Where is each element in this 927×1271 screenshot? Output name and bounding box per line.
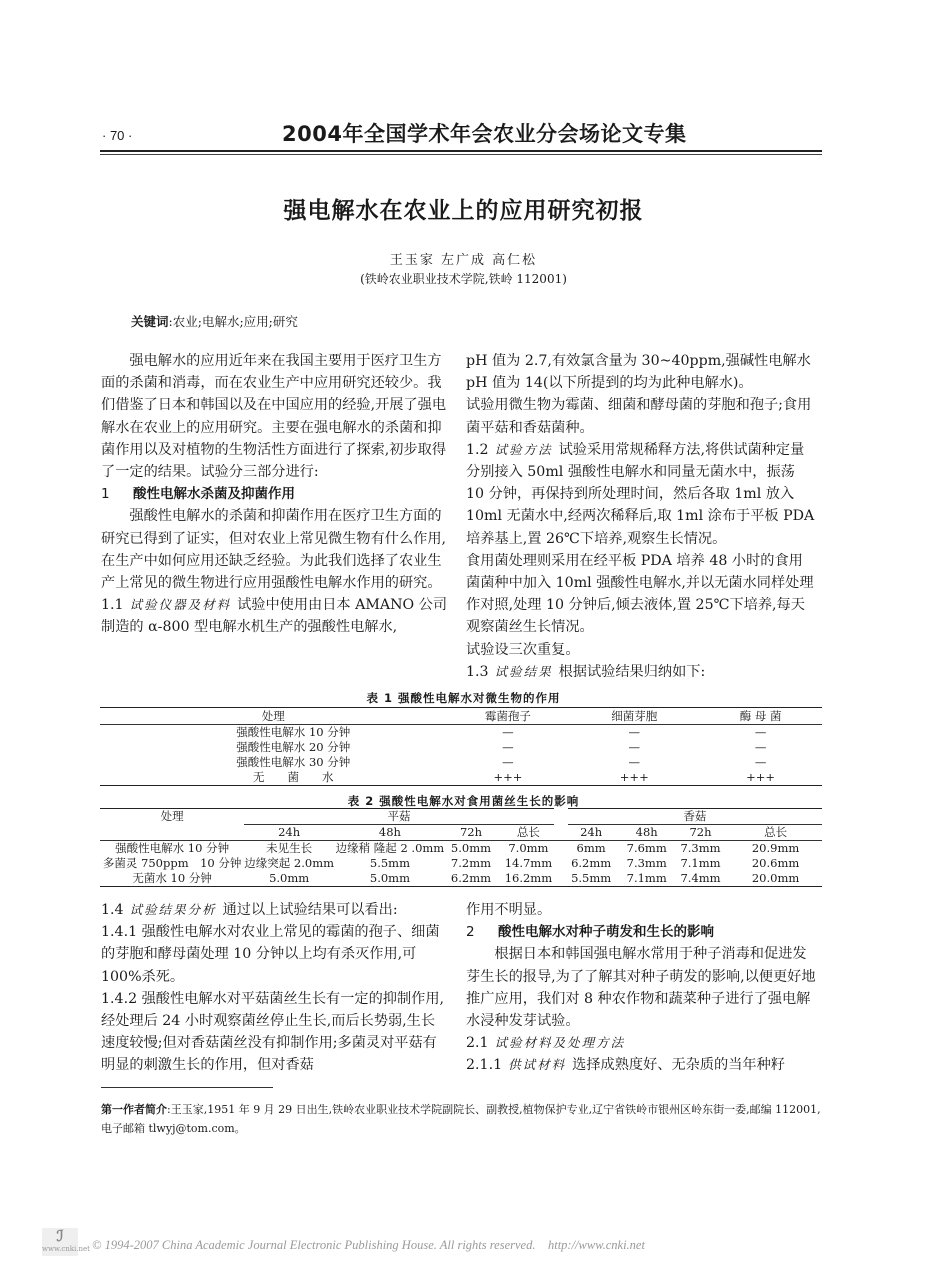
group-header-pinggu: 平菇 — [244, 809, 560, 825]
copyright-notice: © 1994-2007 China Academic Journal Electronic Publishing House. All rights reserved. http://www.cnki.net — [92, 1238, 645, 1252]
row-label: 强酸性电解水 10 分钟 — [236, 725, 351, 739]
paragraph: 食用菌处理则采用在经平板 PDA 培养 48 小时的食用菌菌种中加入 10ml 强酸性电解水,并以无菌水同样处理作对照,处理 10 分钟后,倾去液体,置 25℃下培养,每天观察菌丝生长情况。 — [466, 552, 814, 636]
table-row — [100, 770, 822, 786]
section-title: 酸性电解水杀菌及抑菌作用 — [133, 486, 295, 503]
section-number: 2 — [466, 924, 475, 941]
table-cell: 7.4mm — [680, 871, 721, 885]
table-cell: — — [628, 725, 640, 739]
authors: 王玉家 左广成 高仁松 — [389, 253, 538, 268]
section-2-paragraph: 根据日本和韩国强电解水常用于种子消毒和促进发芽生长的报导,为了了解其对种子萌发的影响,以便更好地推广应用，我们对 8 种农作物和蔬菜种子进行了强电解水浸种发芽试验。 — [466, 946, 816, 1030]
section-title: 酸性电解水对种子萌发和生长的影响 — [498, 924, 714, 941]
table-cell: — — [754, 740, 767, 754]
subsection-number: 1.4 — [101, 902, 124, 918]
table-cell: 7.1mm — [626, 871, 667, 885]
subsection-title: 试验结果 — [494, 663, 553, 679]
table-cell: 20.0mm — [751, 871, 800, 885]
column-header: 细菌芽胞 — [569, 708, 699, 725]
header-rule-thin — [100, 154, 822, 155]
column-header: 处理 — [100, 708, 447, 725]
subsection-title: 供试材料 — [508, 1057, 567, 1073]
table-cell: 6mm — [576, 841, 606, 855]
row-label: 无 菌 水 — [253, 770, 334, 784]
keywords-label: 关键词 — [131, 314, 169, 329]
table-row — [100, 740, 822, 755]
column-header: 48h — [334, 825, 446, 841]
body-column-right — [466, 350, 816, 683]
table-cell: 5.0mm — [269, 871, 310, 885]
table-cell: 5.5mm — [369, 856, 410, 870]
subsection-number: 1.1 — [101, 597, 124, 614]
subsection-text: 根据试验结果归纳如下: — [558, 663, 706, 680]
table-cell: 5.0mm — [369, 871, 410, 885]
row-label: 强酸性电解水 20 分钟 — [236, 740, 351, 754]
subsection-text: 试验采用常规稀释方法,将供试菌种定量分别接入 50ml 强酸性电解水和同量无菌水中，振荡 10 分钟，再保持到所处理时间，然后各取 1ml 放入 10ml 无菌水中,经两次稀释后,取 1ml 涂布于平板 PDA 培养基上,置 26℃下培养,观察生长情况。 — [466, 441, 815, 547]
table-cell: 7.3mm — [680, 841, 721, 855]
table-cell: — — [754, 755, 767, 769]
section-1-4-1: 1.4.1 强酸性电解水对农业上常见的霉菌的孢子、细菌的芽胞和酵母菌处理 10 分钟以上均有杀灭作用,可 100%杀死。 — [101, 924, 440, 985]
table-cell: +++ — [619, 770, 649, 784]
table-cell: 20.6mm — [751, 856, 800, 870]
column-header: 72h — [672, 825, 729, 841]
paper-title: 强电解水在农业上的应用研究初报 — [283, 198, 644, 224]
subsection-text: 试验中使用由日本 AMANO 公司制造的 α-800 型电解水机生产的强酸性电解水, — [101, 597, 448, 636]
body-column-right-lower — [466, 899, 816, 1077]
section-2-heading — [466, 921, 816, 943]
subsection-number: 1.2 — [466, 441, 489, 458]
column-header: 24h — [244, 825, 334, 841]
footnote-label: 第一作者简介 — [101, 1103, 167, 1116]
paragraph: 试验设三次重复。 — [466, 641, 580, 658]
affiliation: (铁岭农业职业技术学院,铁岭 112001) — [360, 272, 567, 286]
table-cell: 5.0mm — [450, 841, 492, 855]
table-cell: 16.2mm — [504, 871, 553, 885]
table-cell: — — [502, 725, 514, 739]
table-cell: 7.3mm — [626, 856, 667, 870]
keywords-list: :农业;电解水;应用;研究 — [168, 314, 298, 329]
table-cell: +++ — [493, 770, 523, 784]
table-cell: +++ — [746, 770, 776, 784]
table-header-row — [100, 708, 822, 725]
author-footnote — [101, 1100, 821, 1138]
section-1-heading — [101, 483, 449, 505]
table-row — [100, 871, 822, 887]
journal-title: 2004年全国学术年会农业分会场论文专集 — [282, 122, 687, 146]
paragraph: 作用不明显。 — [466, 902, 552, 918]
table-cell: 5.5mm — [571, 871, 612, 885]
group-header-xianggu: 香菇 — [561, 809, 822, 825]
section-1-4-2: 1.4.2 强酸性电解水对平菇菌丝生长有一定的抑制作用,经处理后 24 小时观察菌丝停止生长,而后长势弱,生长速度较慢;但对香菇菌丝没有抑制作用;多菌灵对平菇有明显的刺激生长的作用，但对香菇 — [101, 990, 445, 1074]
table-cell: 6.2mm — [571, 856, 612, 870]
paragraph: 试验用微生物为霉菌、细菌和酵母菌的芽胞和孢子;食用菌平菇和香菇菌种。 — [466, 397, 812, 436]
table-2 — [100, 808, 822, 887]
section-number: 1 — [101, 486, 110, 503]
row-label: 无菌水 10 分钟 — [132, 871, 212, 885]
section-1-3 — [466, 661, 816, 683]
table-cell: — — [628, 755, 640, 769]
section-1-2 — [466, 439, 816, 550]
table-1 — [100, 707, 822, 786]
table-cell: 7.6mm — [626, 841, 667, 855]
subsection-title: 试验材料及处理方法 — [494, 1035, 626, 1051]
paragraph: pH 值为 2.7,有效氯含量为 30~40ppm,强碱性电解水 pH 值为 14(以下所提到的均为此种电解水)。 — [466, 353, 811, 392]
table-cell: — — [502, 740, 514, 754]
footnote-rule — [101, 1087, 273, 1088]
row-header: 处理 — [100, 809, 244, 841]
table-row — [100, 856, 822, 871]
subsection-title: 试验方法 — [494, 441, 553, 457]
row-label: 多菌灵 750ppm 10 分钟 — [102, 856, 242, 870]
subsection-number: 1.3 — [466, 663, 489, 680]
table-1-caption: 表 1 强酸性电解水对微生物的作用 — [366, 691, 561, 705]
table-cell: 边缘稍 隆起 2 .0mm — [335, 841, 445, 855]
subsection-title: 试验结果分析 — [129, 902, 217, 917]
column-header: 72h — [446, 825, 496, 841]
subsection-title: 试验仪器及材料 — [129, 597, 232, 613]
subsection-text: 选择成熟度好、无杂质的当年种籽 — [572, 1057, 785, 1074]
cnki-glyph: ℐ — [56, 1227, 64, 1245]
column-header: 酶 母 菌 — [699, 708, 822, 725]
table-cell: — — [628, 740, 640, 754]
table-cell: 20.9mm — [751, 841, 800, 855]
table-row — [100, 841, 822, 857]
row-label: 强酸性电解水 30 分钟 — [236, 755, 351, 769]
column-header: 总长 — [496, 825, 561, 841]
cnki-logo-text: www.cnki.net — [42, 1245, 90, 1253]
subsection-number: 2.1.1 — [466, 1057, 503, 1074]
table-cell: — — [502, 755, 514, 769]
keywords — [131, 312, 298, 330]
table-cell: 14.7mm — [504, 856, 553, 870]
table-row — [100, 755, 822, 770]
subsection-number: 2.1 — [466, 1035, 489, 1052]
table-cell: 7.0mm — [508, 841, 549, 855]
table-cell: 7.2mm — [450, 856, 492, 870]
header-rule — [100, 150, 822, 152]
table-cell: 7.1mm — [680, 856, 721, 870]
table-cell: 边缘突起 2.0mm — [244, 856, 335, 870]
intro-paragraph: 强电解水的应用近年来在我国主要用于医疗卫生方面的杀菌和消毒，而在农业生产中应用研究还较少。我们借鉴了日本和韩国以及在中国应用的经验,开展了强电解水在农业上的应用研究。主要在强电解水的杀菌和抑菌作用以及对植物的生物活性方面进行了探索,初步取得了一定的结果。试验分三部分进行: — [101, 353, 447, 481]
column-header: 24h — [561, 825, 622, 841]
subsection-text: 通过以上试验结果可以看出: — [222, 902, 398, 918]
section-1-paragraph: 强酸性电解水的杀菌和抑菌作用在医疗卫生方面的研究已得到了证实，但对农业上常见微生物有什么作用,在生产中如何应用还缺乏经验。为此我们选择了农业生产上常见的微生物进行应用强酸性电解水作用的研究。 — [101, 508, 447, 592]
body-column-left-lower — [101, 899, 449, 1077]
row-label: 强酸性电解水 10 分钟 — [115, 841, 230, 855]
table-2-caption: 表 2 强酸性电解水对食用菌丝生长的影响 — [347, 794, 580, 808]
column-header: 总长 — [729, 825, 822, 841]
page-number: · 70 · — [102, 128, 133, 143]
column-header: 48h — [622, 825, 672, 841]
column-header: 霉菌孢子 — [447, 708, 570, 725]
section-1-4 — [101, 899, 449, 921]
body-column-left — [101, 350, 449, 639]
footnote-text: :王玉家,1951 年 9 月 29 日出生,铁岭农业职业技术学院副院长、副教授,植物保护专业,辽宁省铁岭市银州区岭东街一委,邮编 112001,电子邮箱 tlwyj@tom.com。 — [101, 1103, 821, 1135]
section-2-1 — [466, 1032, 816, 1054]
cnki-logo-icon — [42, 1227, 90, 1256]
table-cell: 6.2mm — [450, 871, 492, 885]
table-group-header-row — [100, 809, 822, 825]
table-cell: 未见生长 — [266, 841, 313, 855]
table-cell: — — [754, 725, 767, 739]
table-row — [100, 725, 822, 741]
section-1-1 — [101, 594, 449, 638]
section-2-1-1 — [466, 1054, 816, 1076]
